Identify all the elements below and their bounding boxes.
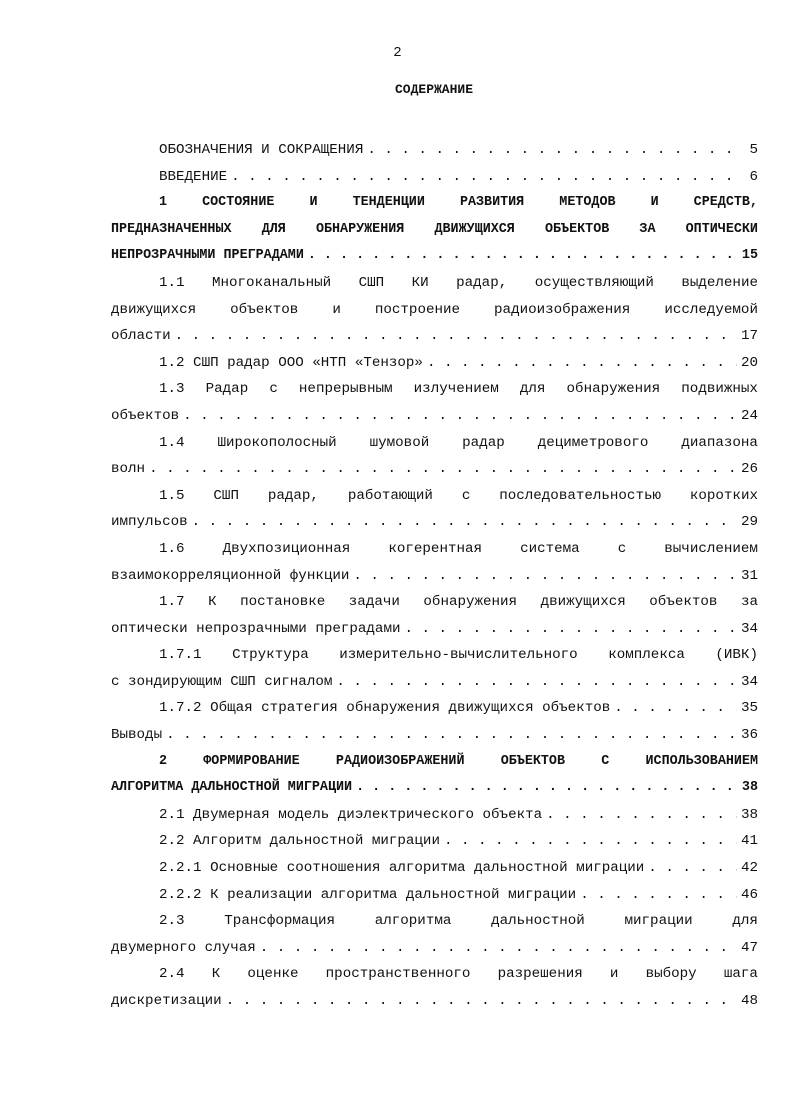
- toc-word: последовательностью: [499, 487, 661, 504]
- toc-entry-text: 1.2 СШП радар ООО «НТП «Тензор»: [159, 354, 423, 371]
- toc-entry-text: ВВЕДЕНИЕ: [159, 168, 228, 185]
- toc-entry-text: области: [111, 328, 171, 345]
- leader-dots: [353, 563, 737, 590]
- toc-entry-s1-1-line2: [111, 297, 758, 324]
- toc-word: И: [650, 195, 659, 211]
- leader-dots: [166, 722, 737, 749]
- toc-word: движущихся: [540, 594, 626, 611]
- leader-dots: [580, 882, 737, 909]
- leader-dots: [308, 243, 738, 270]
- toc-word: К: [208, 594, 217, 611]
- toc-entry-s1-1-line1: [111, 270, 758, 297]
- table-of-contents: [111, 137, 758, 1015]
- toc-word: объектов: [230, 301, 299, 318]
- toc-word: построение: [374, 301, 461, 318]
- toc-word: шумовой: [369, 434, 430, 451]
- toc-entry-text: дискретизации: [111, 993, 222, 1009]
- toc-word: ОБЪЕКТОВ: [544, 221, 610, 237]
- toc-word: миграции: [624, 913, 693, 930]
- toc-word: 1.5: [159, 487, 185, 504]
- toc-word: 1: [159, 195, 168, 211]
- toc-word: СШП: [358, 274, 385, 291]
- toc-word: радар: [462, 434, 505, 451]
- toc-word: Трансформация: [224, 913, 335, 930]
- toc-page-number: 47: [740, 939, 758, 956]
- toc-entry-s1-4-line1: [111, 430, 758, 457]
- toc-word: СШП: [213, 487, 239, 504]
- toc-word: выбору: [645, 966, 697, 983]
- leader-dots: [336, 669, 737, 696]
- toc-word: ИСПОЛЬЗОВАНИЕМ: [645, 753, 758, 769]
- toc-word: вычислением: [664, 540, 758, 557]
- toc-word: радар,: [267, 487, 319, 504]
- toc-word: и: [332, 301, 341, 318]
- toc-word: дальностной: [491, 913, 585, 930]
- toc-word: для: [519, 381, 546, 398]
- toc-page-number: 20: [740, 354, 758, 371]
- leader-dots: [175, 323, 737, 350]
- toc-word: ПРЕДНАЗНАЧЕННЫХ: [111, 221, 232, 237]
- toc-word: ТЕНДЕНЦИИ: [352, 195, 425, 211]
- toc-word: СРЕДСТВ,: [693, 195, 758, 211]
- toc-entry-text: импульсов: [111, 514, 188, 531]
- toc-word: ЗА: [639, 221, 656, 237]
- toc-word: 2: [159, 753, 168, 769]
- toc-entry-s1-7-1-line2: [111, 669, 758, 696]
- toc-entry-text: волн: [111, 461, 146, 478]
- toc-entry-s2-2: [111, 828, 758, 855]
- leader-dots: [260, 935, 737, 962]
- toc-page-number: 6: [749, 168, 758, 185]
- toc-entry-ch1-line1: [111, 190, 758, 217]
- toc-word: непрерывным: [298, 381, 393, 398]
- toc-word: радар,: [456, 274, 508, 291]
- toc-entry-text: 2.2.1 Основные соотношения алгоритма дальностной миграции: [159, 860, 645, 877]
- toc-entry-s1-3-line1: [111, 376, 758, 403]
- leader-dots: [231, 164, 745, 191]
- toc-word: ФОРМИРОВАНИЕ: [203, 753, 300, 769]
- toc-page-number: 5: [749, 142, 758, 158]
- toc-entry-s2-2-1: [111, 855, 758, 882]
- toc-word: для: [732, 913, 758, 930]
- toc-entry-text: 2.2 Алгоритм дальностной миграции: [159, 833, 440, 850]
- toc-word: движущихся: [111, 301, 197, 318]
- toc-entry-s1-5-line2: [111, 509, 758, 536]
- toc-word: (ИВК): [715, 647, 758, 664]
- leader-dots: [427, 350, 737, 377]
- toc-word: обнаружения: [566, 381, 661, 398]
- toc-word: комплекса: [608, 647, 685, 664]
- leader-dots: [404, 616, 736, 643]
- toc-page-number: 35: [740, 700, 758, 717]
- toc-entry-ch2-line1: [111, 749, 758, 776]
- toc-word: с: [269, 381, 278, 398]
- toc-entry-text: НЕПРОЗРАЧНЫМИ ПРЕГРАДАМИ: [111, 248, 304, 264]
- toc-entry-conclusions: [111, 722, 758, 749]
- toc-word: С: [601, 753, 610, 769]
- toc-word: ОБНАРУЖЕНИЯ: [315, 221, 405, 237]
- toc-page-number: 15: [741, 248, 758, 264]
- toc-word: обнаружения: [423, 594, 518, 611]
- toc-word: алгоритма: [374, 913, 452, 930]
- leader-dots: [183, 403, 737, 430]
- toc-page-number: 24: [740, 407, 758, 424]
- leader-dots: [356, 775, 738, 802]
- toc-word: Широкополосный: [217, 434, 337, 451]
- toc-entry-s2-2-2: [111, 882, 758, 909]
- toc-word: система: [520, 540, 580, 557]
- toc-word: пространственного: [325, 966, 471, 983]
- toc-entry-s1-3-line2: [111, 403, 758, 430]
- leader-dots: [149, 456, 737, 483]
- toc-entry-s1-7-line1: [111, 589, 758, 616]
- leader-dots: [444, 828, 737, 855]
- toc-entry-ch1-line2: [111, 217, 758, 244]
- toc-entry-s2-3-line2: [111, 935, 758, 962]
- toc-word: исследуемой: [664, 301, 758, 318]
- toc-entry-s1-7-line2: [111, 616, 758, 643]
- toc-word: Двухпозиционная: [222, 540, 351, 557]
- toc-word: когерентная: [388, 540, 483, 557]
- toc-word: МЕТОДОВ: [559, 195, 616, 211]
- leader-dots: [192, 509, 737, 536]
- toc-word: диапазона: [681, 434, 758, 451]
- page-title: СОДЕРЖАНИЕ: [394, 82, 473, 97]
- toc-entry-s2-3-line1: [111, 908, 758, 935]
- toc-word: работающий: [347, 487, 433, 504]
- toc-entry-text: 2.2.2 К реализации алгоритма дальностной миграции: [159, 886, 577, 903]
- toc-entry-s1-1-line3: [111, 323, 758, 350]
- toc-word: оценке: [247, 966, 299, 983]
- toc-word: постановке: [240, 594, 326, 611]
- toc-word: РАДИОИЗОБРАЖЕНИЙ: [335, 753, 465, 769]
- toc-entry-text: 2.1 Двумерная модель диэлектрического объекта: [159, 806, 543, 823]
- toc-page-number: 29: [740, 514, 758, 531]
- toc-page-number: 36: [740, 727, 758, 744]
- toc-word: 2.4: [159, 966, 185, 983]
- leader-dots: [614, 695, 737, 722]
- toc-entry-s2-4-line1: [111, 961, 758, 988]
- toc-word: выделение: [681, 274, 758, 291]
- toc-word: и: [609, 966, 619, 983]
- toc-word: К: [211, 966, 221, 983]
- toc-page-number: 48: [740, 993, 758, 1009]
- toc-entry-ch1-line3: [111, 243, 758, 270]
- toc-entry-text: АЛГОРИТМА ДАЛЬНОСТНОЙ МИГРАЦИИ: [111, 780, 353, 796]
- toc-word: излучением: [413, 381, 499, 398]
- toc-page-number: 31: [740, 567, 758, 584]
- toc-entry-text: Выводы: [111, 727, 163, 744]
- toc-page-number: 46: [740, 886, 758, 903]
- toc-word: разрешения: [497, 966, 583, 983]
- leader-dots: [546, 802, 737, 829]
- toc-word: 1.7: [159, 594, 185, 611]
- toc-entry-s1-6-line1: [111, 536, 758, 563]
- toc-word: Структура: [232, 647, 309, 664]
- toc-word: КИ: [411, 274, 429, 291]
- leader-dots: [226, 988, 737, 1015]
- toc-word: СОСТОЯНИЕ: [202, 195, 275, 211]
- toc-page-number: 38: [741, 780, 758, 796]
- toc-entry-text: взаимокорреляционной функции: [111, 567, 350, 584]
- toc-page-number: 26: [740, 461, 758, 478]
- toc-word: задачи: [348, 594, 400, 611]
- toc-word: за: [740, 594, 758, 611]
- toc-entry-s2-1: [111, 802, 758, 829]
- toc-word: радиоизображения: [494, 301, 631, 318]
- toc-word: И: [309, 195, 318, 211]
- toc-entry-s1-2: [111, 350, 758, 377]
- page-number: 2: [393, 45, 402, 61]
- toc-page-number: 41: [740, 833, 758, 850]
- toc-word: 1.4: [159, 434, 185, 451]
- leader-dots: [367, 137, 745, 164]
- toc-word: Радар: [205, 381, 249, 398]
- toc-word: дециметрового: [537, 434, 649, 451]
- toc-word: ОБЪЕКТОВ: [500, 753, 566, 769]
- toc-entry-s1-7-2: [111, 695, 758, 722]
- toc-entry-text: оптически непрозрачными преградами: [111, 620, 401, 637]
- toc-entry-notation: [111, 137, 758, 164]
- toc-page-number: 42: [740, 860, 758, 877]
- toc-entry-text: 1.7.2 Общая стратегия обнаружения движущихся объектов: [159, 700, 611, 717]
- toc-word: ДЛЯ: [261, 221, 286, 237]
- toc-word: измерительно-вычислительного: [339, 647, 578, 664]
- toc-word: с: [461, 487, 471, 504]
- toc-word: ДВИЖУЩИХСЯ: [434, 221, 515, 237]
- toc-word: подвижных: [681, 381, 758, 398]
- toc-word: РАЗВИТИЯ: [459, 195, 525, 211]
- toc-word: шага: [723, 966, 758, 983]
- toc-page-number: 34: [740, 673, 758, 690]
- toc-word: 1.6: [159, 540, 185, 557]
- toc-entry-intro: [111, 164, 758, 191]
- toc-word: коротких: [689, 487, 758, 504]
- leader-dots: [648, 855, 737, 882]
- toc-word: 1.1: [159, 274, 185, 291]
- toc-entry-s1-4-line2: [111, 456, 758, 483]
- toc-word: ОПТИЧЕСКИ: [685, 221, 758, 237]
- toc-entry-text: с зондирующим СШП сигналом: [111, 673, 333, 690]
- toc-entry-ch2-line2: [111, 775, 758, 802]
- toc-entry-text: двумерного случая: [111, 939, 256, 956]
- toc-word: 1.7.1: [159, 647, 202, 664]
- toc-word: осуществляющий: [534, 274, 654, 291]
- toc-entry-s1-5-line1: [111, 483, 758, 510]
- toc-word: Многоканальный: [212, 274, 332, 291]
- toc-page-number: 34: [740, 620, 758, 637]
- toc-entry-text: ОБОЗНАЧЕНИЯ И СОКРАЩЕНИЯ: [159, 142, 364, 158]
- toc-word: 2.3: [159, 913, 185, 930]
- toc-word: объектов: [649, 594, 718, 611]
- toc-entry-s1-6-line2: [111, 563, 758, 590]
- toc-word: 1.3: [159, 381, 185, 398]
- toc-page-number: 17: [740, 328, 758, 345]
- toc-entry-s1-7-1-line1: [111, 642, 758, 669]
- toc-entry-text: объектов: [111, 407, 180, 424]
- toc-entry-s2-4-line2: [111, 988, 758, 1015]
- toc-word: с: [617, 540, 627, 557]
- toc-page-number: 38: [740, 806, 758, 823]
